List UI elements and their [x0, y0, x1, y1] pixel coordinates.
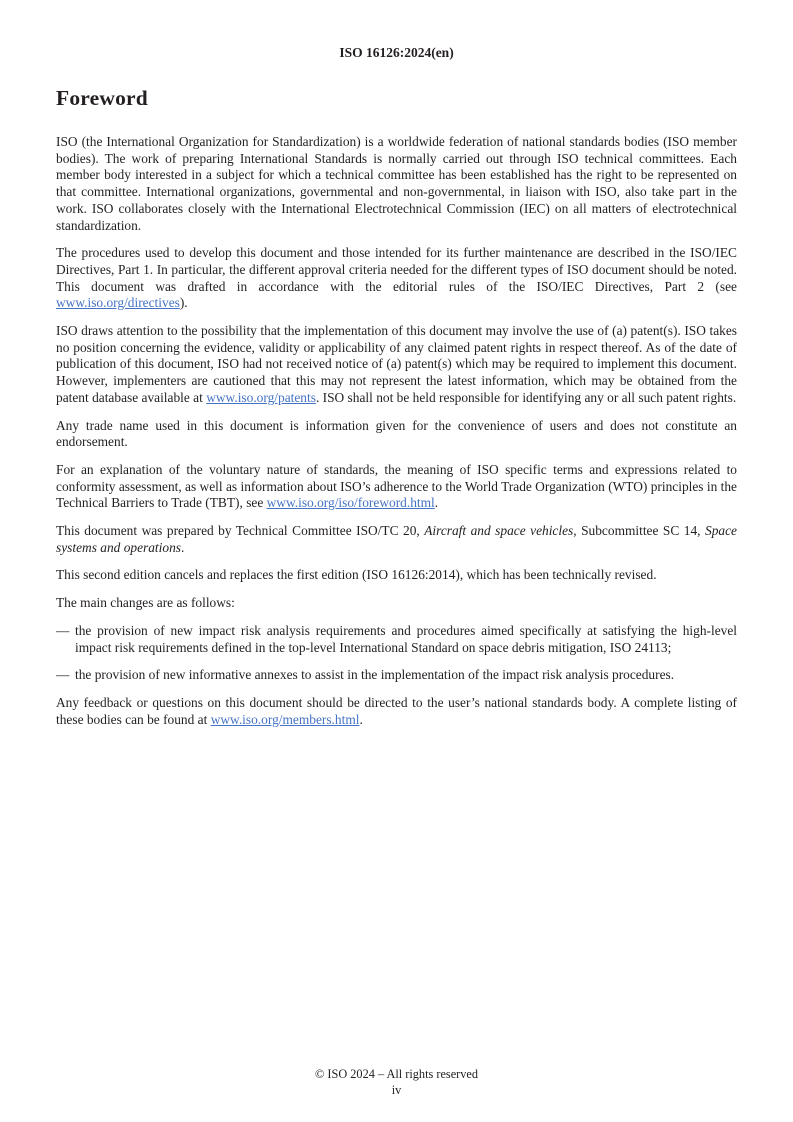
paragraph-main-changes: The main changes are as follows:	[56, 595, 235, 611]
page-title: Foreword	[56, 86, 148, 110]
document-reference: ISO 16126:2024(en)	[339, 45, 454, 60]
paragraph-patents	[56, 323, 737, 407]
paragraph-committee	[56, 523, 737, 556]
list-item-annexes	[56, 667, 737, 684]
bullet-dash: —	[56, 622, 70, 638]
list-item-impact-risk	[56, 623, 737, 656]
paragraph-text: . ISO shall not be held responsible for identifying any or all such patent rights.	[315, 389, 737, 405]
paragraph-text: , Subcommittee SC 14,	[573, 523, 705, 539]
paragraph-text: ISO draws attention to the possibility that the implementation of this document may involve the use of (a) patent(s). ISO takes no position concerning the evidence, validity or applicability of any claimed patent rights in respect thereof. As of the date of publication of this document, ISO had not received notice of (a) patent(s) which may be required to implement this document. However, implementers are cautioned that this may not represent the latest information, which may be obtained from the patent database available at	[56, 323, 737, 405]
paragraph-iso-federation: ISO (the International Organization for Standardization) is a worldwide federation of national standards bodies (ISO member bodies). The work of preparing International Standards is normally carried out through ISO technical committees. Each member body interested in a subject for which a technical committee has been established has the right to be represented on that committee. International organizations, governmental and non-governmental, in liaison with ISO, also take part in the work. ISO collaborates closely with the International Electrotechnical Commission (IEC) on all matters of electrotechnical standardization.	[56, 134, 737, 233]
paragraph-text: .	[434, 495, 439, 511]
page-content	[56, 87, 737, 728]
paragraph-text: The procedures used to develop this document and those intended for its further maintenance are described in the ISO/IEC Directives, Part 1. In particular, the different approval criteria needed for the different types of ISO document should be noted. This document was drafted in accordance with the editorial rules of the ISO/IEC Directives, Part 2 (see	[56, 245, 737, 294]
paragraph-text: Any feedback or questions on this document should be directed to the user’s national standards body. A complete listing of these bodies can be found at	[56, 694, 737, 727]
paragraph-feedback	[56, 695, 737, 728]
paragraph-procedures	[56, 245, 737, 312]
subcommittee-name-italic: Space systems and operations	[56, 523, 737, 555]
paragraph-text: This document was prepared by Technical Committee ISO/TC 20,	[56, 523, 425, 539]
paragraph-text: .	[180, 539, 185, 555]
paragraph-text: For an explanation of the voluntary nature of standards, the meaning of ISO specific terms and expressions related to conformity assessment, as well as information about ISO’s adherence to the World Trade Organization (WTO) principles in the Technical Barriers to Trade (TBT), see	[56, 461, 737, 511]
page-footer	[0, 1067, 793, 1098]
bullet-text: the provision of new impact risk analysis requirements and procedures aimed specifically at satisfying the high-level impact risk requirements defined in the top-level International Standard on space debris mitigation, ISO 24113;	[75, 622, 737, 655]
body-text	[56, 134, 737, 728]
committee-name-italic: Aircraft and space vehicles	[424, 523, 574, 539]
paragraph-second-edition: This second edition cancels and replaces the first edition (ISO 16126:2014), which has been technically revised.	[56, 567, 657, 583]
link-iso-members[interactable]: www.iso.org/members.html	[210, 711, 360, 727]
link-iso-patents[interactable]: www.iso.org/patents	[206, 389, 316, 405]
paragraph-trade-name: Any trade name used in this document is information given for the convenience of users and does not constitute an endorsement.	[56, 417, 737, 450]
paragraph-text: .	[359, 711, 363, 727]
page-number: iv	[391, 1082, 402, 1097]
document-header	[0, 0, 793, 61]
paragraph-text: ).	[179, 295, 188, 311]
link-iso-directives[interactable]: www.iso.org/directives	[56, 295, 180, 311]
bullet-dash: —	[56, 667, 70, 683]
bullet-text: the provision of new informative annexes to assist in the implementation of the impact risk analysis procedures.	[75, 667, 675, 683]
link-iso-foreword[interactable]: www.iso.org/iso/foreword.html	[266, 495, 435, 511]
paragraph-wto	[56, 462, 737, 512]
copyright-notice: © ISO 2024 – All rights reserved	[314, 1067, 479, 1081]
